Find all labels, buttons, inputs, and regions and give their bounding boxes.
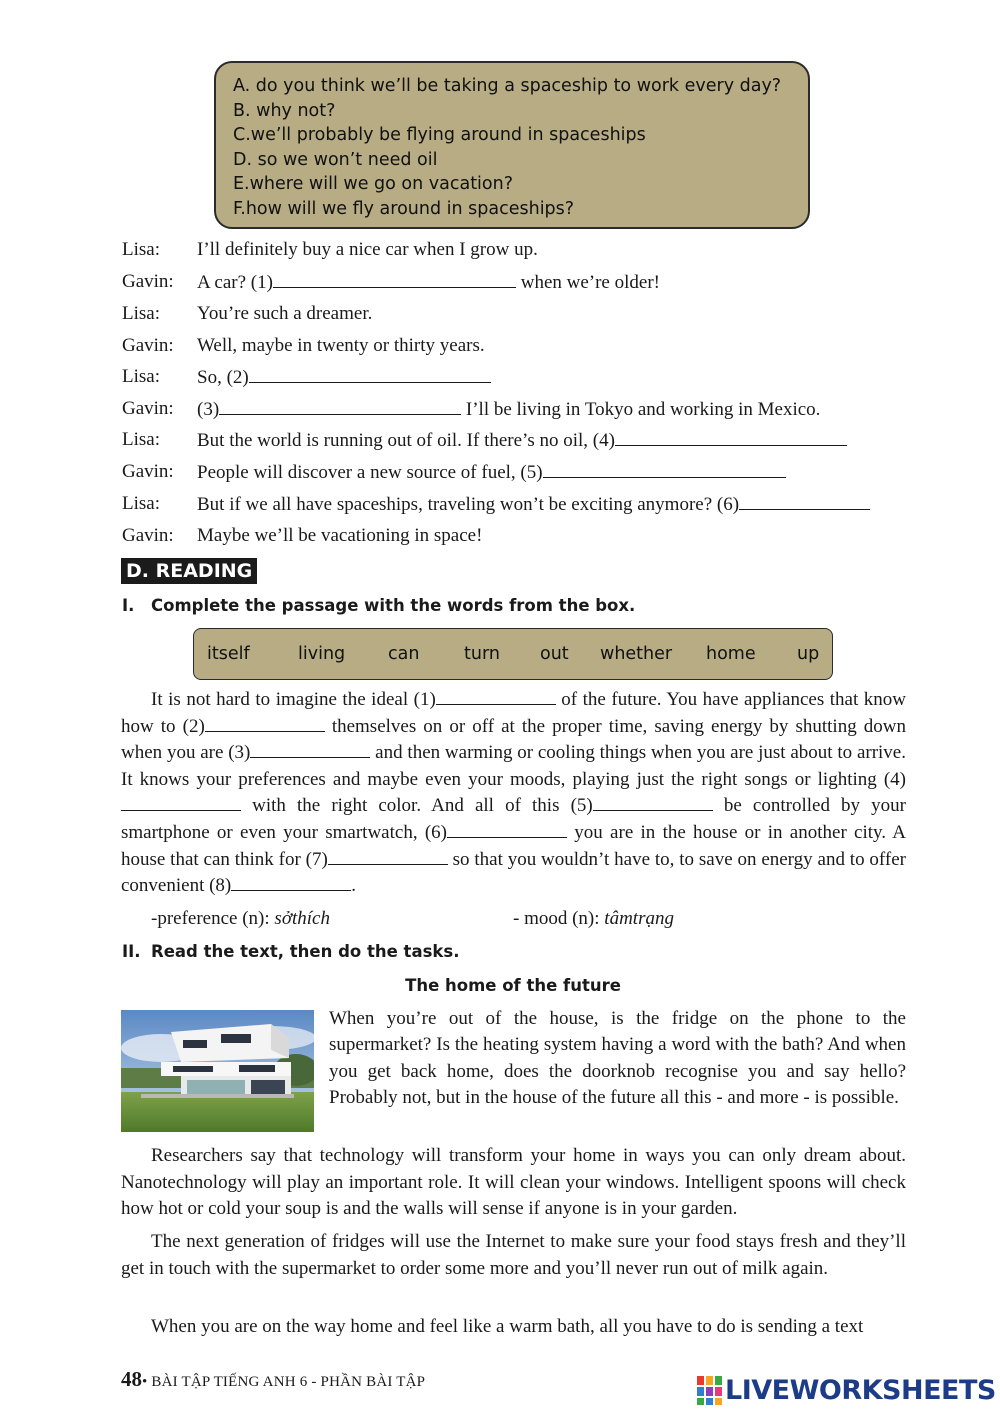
glossary-term: - mood (n): bbox=[513, 908, 605, 929]
line-text: But the world is running out of oil. If there’s no oil, (4) bbox=[197, 430, 615, 451]
option-a: A. do you think we’ll be taking a spaceship to work every day? bbox=[233, 76, 782, 96]
task-instruction: Read the text, then do the tasks. bbox=[151, 942, 460, 961]
answer-blank-6[interactable] bbox=[739, 493, 870, 510]
glossary-mood bbox=[513, 908, 674, 930]
glossary-meaning: sởthích bbox=[274, 908, 330, 929]
passage-text: with the right color. And all of this (5) bbox=[241, 795, 593, 817]
line-text: I’ll definitely buy a nice car when I grow up. bbox=[197, 239, 538, 260]
line-text: A car? (1) bbox=[197, 272, 273, 293]
word-bank-item[interactable]: up bbox=[797, 644, 820, 664]
section-title-reading: D. READING bbox=[121, 558, 257, 584]
page-footer bbox=[121, 1367, 425, 1392]
speaker: Lisa: bbox=[122, 239, 160, 260]
passage-blank-3[interactable] bbox=[250, 741, 370, 758]
option-b: B. why not? bbox=[233, 100, 336, 121]
article-paragraph-3 bbox=[121, 1229, 906, 1282]
speaker: Lisa: bbox=[122, 366, 160, 387]
logo-grid-icon bbox=[697, 1376, 723, 1406]
article-title: The home of the future bbox=[405, 976, 621, 995]
speaker: Lisa: bbox=[122, 429, 160, 450]
line-text: People will discover a new source of fuel, (5) bbox=[197, 462, 543, 483]
option-d: D. so we won’t need oil bbox=[233, 149, 438, 170]
line-text: Well, maybe in twenty or thirty years. bbox=[197, 335, 485, 356]
line-text-after: when we’re older! bbox=[515, 272, 660, 293]
passage-text: . bbox=[351, 875, 357, 897]
answer-blank-4[interactable] bbox=[615, 429, 847, 446]
task-2-heading bbox=[122, 942, 459, 961]
option-c: C.we’ll probably be flying around in spaceships bbox=[233, 125, 646, 146]
word-bank-item[interactable]: itself bbox=[207, 644, 250, 664]
speaker: Gavin: bbox=[122, 525, 174, 546]
passage-blank-7[interactable] bbox=[328, 848, 448, 865]
answer-blank-3[interactable] bbox=[219, 398, 461, 415]
passage-text: themselves on or off at the proper time, saving energy by shutting down when you are (3) bbox=[121, 715, 906, 764]
passage-text: It is not hard to imagine the ideal (1) bbox=[151, 689, 436, 710]
speaker: Gavin: bbox=[122, 461, 174, 482]
option-e: E.where will we go on vacation? bbox=[233, 174, 514, 195]
paragraph-text: The next generation of fridges will use the Internet to make sure your food stays fresh and they’ll get in touch with the supermarket to order some more and you’ll never run out of milk again. bbox=[121, 1231, 906, 1279]
passage-blank-2[interactable] bbox=[205, 715, 325, 732]
modern-house-illustration bbox=[121, 1010, 314, 1132]
passage-blank-4[interactable] bbox=[121, 794, 241, 811]
answer-options-box bbox=[214, 61, 810, 229]
speaker: Gavin: bbox=[122, 271, 174, 292]
word-bank-item[interactable]: can bbox=[388, 644, 420, 664]
line-text: But if we all have spaceships, traveling won’t be exciting anymore? (6) bbox=[197, 494, 740, 515]
word-bank-item[interactable]: turn bbox=[464, 644, 500, 664]
line-text: So, (2) bbox=[197, 367, 249, 388]
task-number: II. bbox=[122, 942, 141, 961]
speaker: Gavin: bbox=[122, 335, 174, 356]
speaker: Lisa: bbox=[122, 493, 160, 514]
passage-text: and then warming or cooling things when you are just about to arrive. It knows your preferences and maybe even your moods, playing just the right songs or lighting (4) bbox=[121, 742, 906, 790]
answer-blank-2[interactable] bbox=[249, 366, 491, 383]
task-number: I. bbox=[122, 596, 135, 615]
speaker: Gavin: bbox=[122, 398, 174, 419]
glossary-term: -preference (n): bbox=[151, 908, 275, 929]
passage-blank-8[interactable] bbox=[231, 874, 351, 891]
article-paragraph-2 bbox=[121, 1143, 906, 1223]
word-bank-item[interactable]: living bbox=[298, 644, 346, 664]
word-bank-item[interactable]: out bbox=[540, 644, 569, 664]
answer-blank-1[interactable] bbox=[273, 271, 516, 288]
option-f: F.how will we fly around in spaceships? bbox=[233, 198, 575, 219]
house-photo bbox=[121, 1010, 314, 1132]
passage-text: so that you wouldn’t have to, to save on energy and to offer convenient (8) bbox=[121, 848, 906, 897]
task-instruction: Complete the passage with the words from the box. bbox=[151, 596, 636, 615]
line-text: (3) bbox=[197, 399, 220, 420]
cloze-passage bbox=[121, 687, 906, 900]
passage-blank-1[interactable] bbox=[436, 688, 556, 705]
answer-blank-5[interactable] bbox=[543, 461, 786, 478]
page-number: 48 bbox=[121, 1367, 142, 1391]
speaker: Lisa: bbox=[122, 303, 160, 324]
passage-text: be controlled by your smartphone or even your smartwatch, (6) bbox=[121, 795, 906, 843]
word-bank-item[interactable]: home bbox=[706, 644, 756, 664]
article-paragraph-4 bbox=[121, 1314, 906, 1341]
brand-name: LIVEWORKSHEETS bbox=[725, 1375, 996, 1406]
word-bank-item[interactable]: whether bbox=[600, 644, 673, 664]
line-text-after: I’ll be living in Tokyo and working in Mexico. bbox=[461, 399, 821, 420]
paragraph-text: Researchers say that technology will transform your home in ways you can only dream about. Nanotechnology will play an important role. It will clean your windows. Intelligent spoons will check how hot or cold your soup is and the walls will sense if anyone is in your garden. bbox=[121, 1145, 906, 1220]
passage-blank-5[interactable] bbox=[593, 794, 713, 811]
line-text: You’re such a dreamer. bbox=[197, 303, 373, 324]
glossary-meaning: tâmtrạng bbox=[604, 908, 674, 929]
glossary-preference bbox=[151, 908, 330, 930]
passage-blank-6[interactable] bbox=[447, 821, 567, 838]
task-1-heading bbox=[122, 596, 635, 615]
article-intro: When you’re out of the house, is the fridge on the phone to the supermarket? Is the heating system having a word with the bath? And when you get back home, does the doorknob recognise you and say hello? Probably not, but in the house of the future all this - and more - is possible. bbox=[329, 1008, 906, 1109]
word-bank-box bbox=[193, 628, 833, 680]
passage-text: of the future. You have appliances that know how to (2) bbox=[121, 689, 906, 737]
passage-text: you are in the house or in another city. A house that can think for (7) bbox=[121, 821, 906, 870]
book-title: • BÀI TẬP TIẾNG ANH 6 - PHẦN BÀI TẬP bbox=[142, 1374, 426, 1390]
paragraph-text: When you are on the way home and feel like a warm bath, all you have to do is sending a text bbox=[151, 1316, 864, 1337]
line-text: Maybe we’ll be vacationing in space! bbox=[197, 525, 483, 546]
